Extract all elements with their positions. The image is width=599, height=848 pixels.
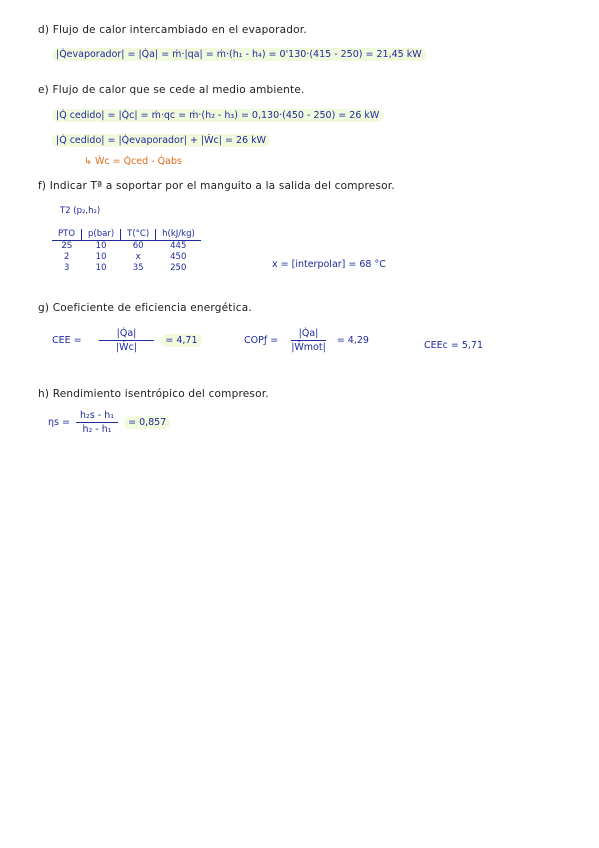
- cee-fraction: [99, 328, 155, 353]
- cee-formula: [52, 328, 202, 353]
- properties-table: [52, 229, 201, 274]
- table-cell: 445: [170, 241, 187, 251]
- cop-numerator: |Q̇a|: [291, 328, 327, 341]
- eta-value: = 0,857: [124, 416, 170, 429]
- eta-fraction: [76, 410, 118, 435]
- equation-e2: |Q̇ cedido| = |Q̇evaporador| + |Ẇc| = 26 kW: [52, 134, 270, 147]
- equation-d: |Q̇evaporador| = |Q̇a| = ṁ·|qa| = ṁ·(h₁ - h₄) = 0'130·(415 - 250) = 21,45 kW: [52, 48, 426, 61]
- heading-d: d) Flujo de calor intercambiado en el evaporador.: [38, 24, 307, 36]
- table-row: [52, 263, 201, 274]
- cop-formula: [244, 328, 369, 353]
- cop-value: = 4,29: [336, 335, 369, 346]
- cee-value: = 4,71: [161, 334, 201, 347]
- table-cell: 450: [170, 252, 187, 262]
- table-header-row: [52, 229, 201, 241]
- result-f: x = [interpolar] = 68 °C: [272, 259, 386, 270]
- heading-g: g) Coeficiente de eficiencia energética.: [38, 302, 252, 314]
- table-row: [52, 241, 201, 253]
- table-cell: 60: [132, 241, 144, 251]
- eta-formula: [48, 410, 170, 435]
- ceec-value: CEEc = 5,71: [424, 340, 484, 351]
- cee-denominator: |Ẇc|: [115, 342, 138, 353]
- equation-e1: |Q̇ cedido| = |Q̇c| = ṁ·qc = ṁ·(h₂ - h₃) = 0,130·(450 - 250) = 26 kW: [52, 109, 383, 122]
- table-cell: 250: [170, 263, 187, 273]
- table-header: p(bar): [82, 229, 121, 241]
- table-cell: 2: [64, 252, 70, 262]
- cee-label: CEE =: [52, 335, 82, 346]
- heading-h: h) Rendimiento isentrópico del compresor.: [38, 388, 269, 400]
- table-cell: 35: [132, 263, 144, 273]
- table-row: [52, 252, 201, 263]
- table-cell: 10: [95, 241, 107, 251]
- cee-numerator: |Q̇a|: [99, 328, 155, 341]
- cop-fraction: [287, 328, 330, 353]
- note-e: ↳ Ẇc = Q̇ced - Q̇abs: [84, 156, 182, 167]
- cop-label: COPƒ =: [244, 335, 279, 346]
- heading-e: e) Flujo de calor que se cede al medio ambiente.: [38, 84, 305, 96]
- eta-denominator: h₂ - h₁: [82, 424, 112, 435]
- table-header: PTO: [52, 229, 82, 241]
- eta-label: ηs =: [48, 417, 70, 428]
- table-cell: 2S: [61, 241, 73, 251]
- subtitle-f: T2 (p₂,h₂): [60, 206, 101, 216]
- table-header: h(kJ/kg): [156, 229, 201, 241]
- table-cell: 10: [95, 263, 107, 273]
- eta-numerator: h₂s - h₁: [76, 410, 118, 423]
- cop-denominator: |Ẇmot|: [291, 342, 326, 353]
- table-cell: 10: [95, 252, 107, 262]
- table-cell: x: [135, 252, 141, 262]
- table-cell: 3: [64, 263, 70, 273]
- heading-f: f) Indicar Tª a soportar por el manguito a la salida del compresor.: [38, 180, 395, 192]
- table-header: T(°C): [121, 229, 156, 241]
